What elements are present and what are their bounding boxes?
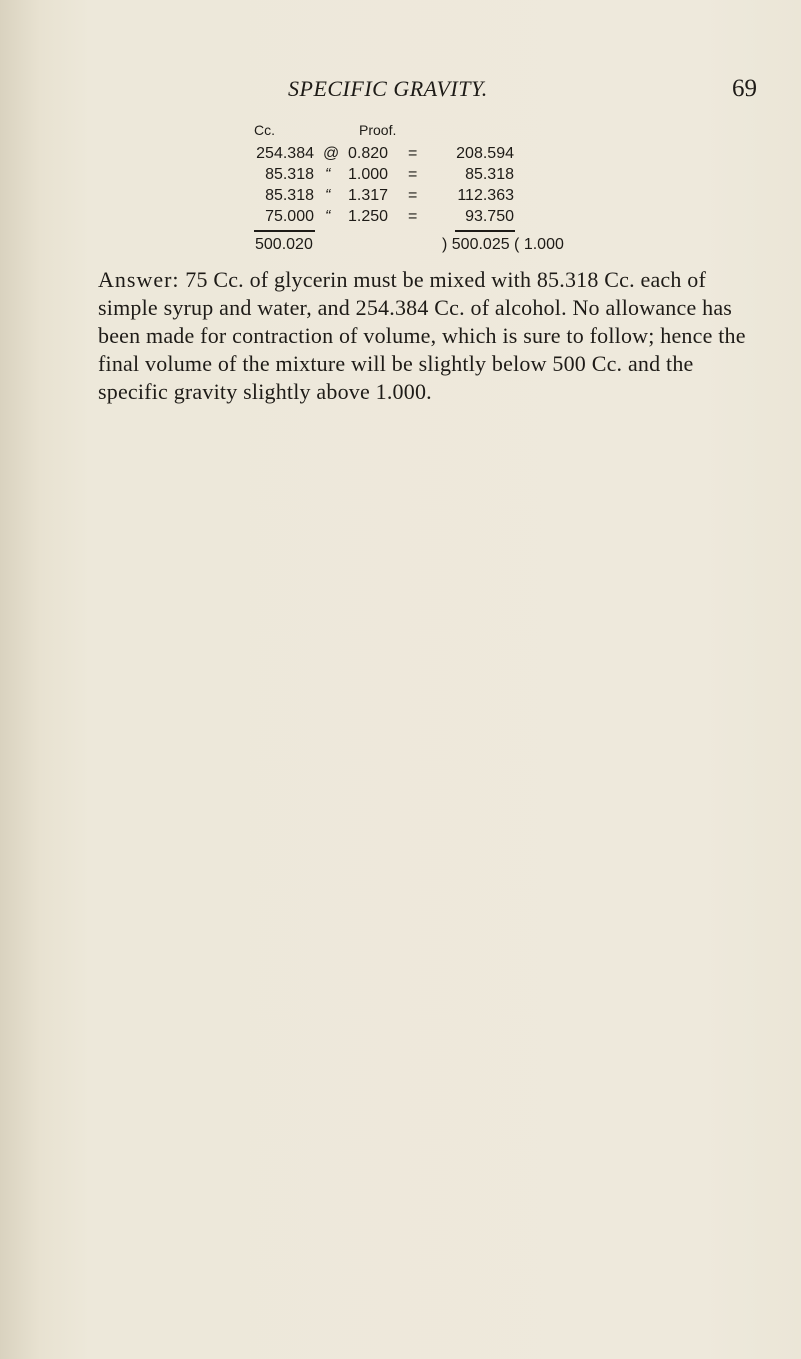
- running-header-title: SPECIFIC GRAVITY.: [288, 76, 488, 101]
- row-result-value: 93.750: [465, 208, 514, 225]
- row-result-value: 208.594: [456, 145, 514, 162]
- row-proof-factor: 0.820: [348, 145, 389, 162]
- row-equals-sign: =: [408, 187, 418, 204]
- total-cc-value: 500.020: [255, 236, 313, 253]
- total-division: ) 500.025 ( 1.000: [442, 236, 564, 253]
- row-ditto-mark: “: [325, 187, 331, 204]
- row-proof-factor: 1.000: [348, 166, 389, 183]
- row-at-sign: @: [323, 145, 340, 162]
- row-cc-value: 85.318: [265, 187, 314, 204]
- row-equals-sign: =: [408, 208, 418, 225]
- row-cc-value: 254.384: [256, 145, 314, 162]
- row-cc-value: 85.318: [265, 166, 314, 183]
- row-equals-sign: =: [408, 145, 418, 162]
- column-heading-proof: Proof.: [359, 122, 397, 138]
- page-number: 69: [732, 75, 757, 102]
- answer-label: Answer:: [98, 267, 180, 292]
- row-result-value: 85.318: [465, 166, 514, 183]
- column-heading-cc: Cc.: [254, 122, 275, 138]
- row-proof-factor: 1.250: [348, 208, 389, 225]
- row-cc-value: 75.000: [265, 208, 314, 225]
- row-ditto-mark: “: [325, 166, 331, 183]
- answer-paragraph: [98, 266, 758, 406]
- sum-rule-cc: [254, 230, 315, 232]
- row-equals-sign: =: [408, 166, 418, 183]
- row-proof-factor: 1.317: [348, 187, 389, 204]
- answer-text: 75 Cc. of glycerin must be mixed with 85.318 Cc. each of simple syrup and water, and 254.384 Cc. of alcohol. No allowance has been made for contraction of volume, which is sure to follow; hence the final volume of the mixture will be slightly below 500 Cc. and the specific gravity slightly above 1.000.: [98, 267, 746, 404]
- row-ditto-mark: “: [325, 208, 331, 225]
- row-result-value: 112.363: [457, 187, 514, 204]
- sum-rule-proof: [455, 230, 515, 232]
